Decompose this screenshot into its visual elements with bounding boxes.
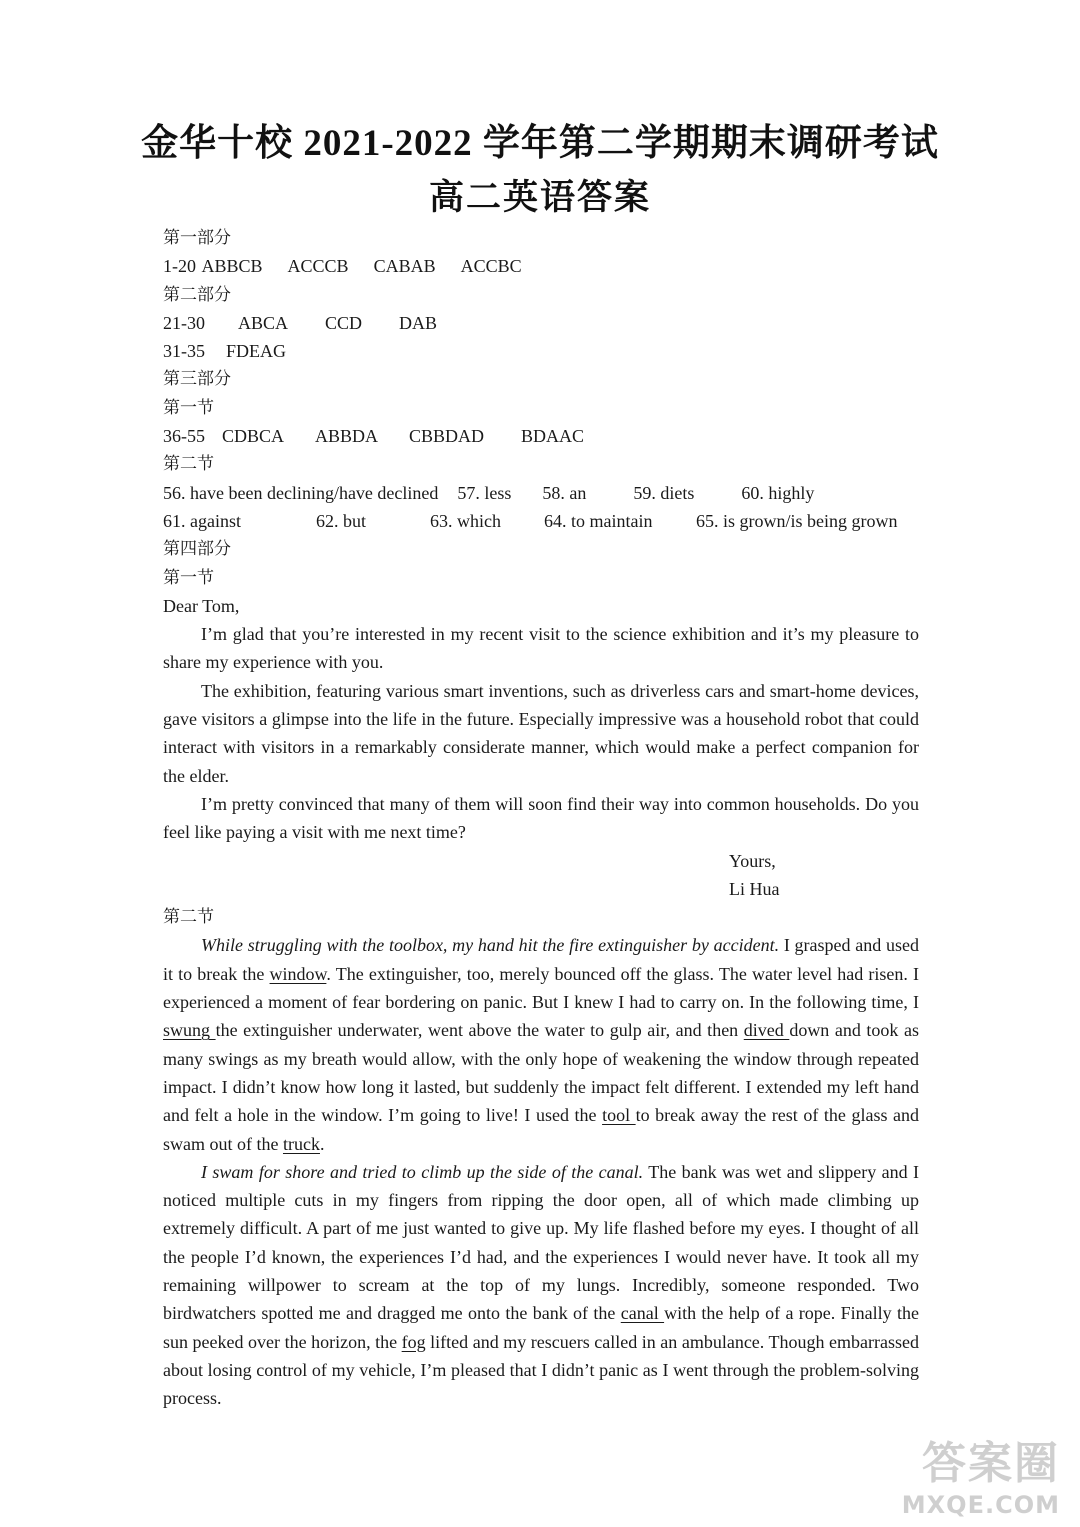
answer-group: ACCBC (460, 256, 522, 277)
answer-group: CCD (325, 312, 363, 333)
paragraph-text: with the help of a rope. Finally the sun peeked over the horizon, the (163, 1303, 919, 1352)
paragraph-text: to break away the rest of the glass and swam out of the (163, 1105, 919, 1154)
paragraph-text: I grasped and used it to break the (163, 935, 919, 984)
answer-group: DAB (399, 312, 438, 333)
part2-answers-row1 (163, 309, 919, 337)
answer-group: CABAB (373, 256, 436, 277)
answer-group: CBBDAD (409, 426, 485, 447)
answer-group: ACCCB (287, 256, 349, 277)
answer-range: 31-35 (163, 341, 205, 362)
paragraph-text: . The extinguisher, too, merely bounced off the glass. The water level had risen. I experienced a moment of fear bordering on panic. But I knew I had to carry on. In the following time, I (163, 963, 919, 1013)
part4-section2-heading: 第二节 (163, 907, 214, 927)
letter-paragraph-2: The exhibition, featuring various smart inventions, such as driverless cars and smart-home devices, gave visitors a glimpse into the life in the future. Especially impressive was a household robot that could interact with visitors in a remarkably considerate manner, which would make a perfect companion for the elder. (163, 680, 919, 786)
paragraph-text: down and took as many swings as my breath would allow, with the only hope of weakening the window through repeated impact. I didn’t know how long it lasted, but suddenly the impact felt different. I extended my left hand and felt a hole in the window. I’m going to live! I used the (163, 1020, 919, 1126)
answer-item: 61. against (163, 510, 241, 531)
answer-item: 62. but (316, 510, 367, 531)
answer-group: BDAAC (521, 426, 585, 447)
answer-content (163, 224, 919, 1412)
answer-group: ABBCB (201, 256, 263, 277)
underlined-word: fog (401, 1331, 426, 1352)
paragraph-lead-sentence: While struggling with the toolbox, my hand hit the fire extinguisher by accident. (201, 935, 780, 956)
page-subtitle: 高二英语答案 (428, 178, 651, 217)
answer-range: 36-55 (163, 426, 205, 447)
part3-section2-answers-row2 (163, 507, 919, 535)
answer-item: 58. an (542, 482, 587, 503)
continuation-paragraph-2 (163, 1158, 919, 1413)
underlined-word: canal (620, 1303, 665, 1324)
underlined-word: tool (602, 1105, 636, 1126)
underlined-word: window (269, 963, 327, 984)
letter-signature: Li Hua (729, 878, 780, 899)
answer-item: 64. to maintain (544, 510, 653, 531)
answer-group: FDEAG (226, 341, 287, 362)
answer-range: 21-30 (163, 312, 205, 333)
letter-closing: Yours, (729, 850, 776, 871)
paragraph-text: lifted and my rescuers called in an ambulance. Though embarrassed about losing control of my vehicle, I’m pleased that I didn’t panic as I went through the problem-solving process. (163, 1331, 919, 1409)
part3-section1-heading: 第一节 (163, 397, 214, 417)
answer-range: 1-20 (163, 256, 196, 277)
watermark-logo: 答案圈 (922, 1438, 1060, 1489)
answer-group: ABBDA (315, 426, 379, 447)
underlined-word: truck (282, 1133, 320, 1154)
answer-group: ABCA (238, 312, 289, 333)
letter-greeting: Dear Tom, (163, 595, 240, 616)
answer-group: CDBCA (222, 426, 285, 447)
answer-item: 63. which (430, 510, 501, 531)
part4-section1-heading: 第一节 (163, 567, 214, 587)
answer-item: 60. highly (741, 482, 815, 503)
continuation-paragraph-1 (163, 931, 919, 1157)
underlined-word: dived (743, 1020, 790, 1041)
underlined-word: swung (163, 1020, 216, 1041)
part3-section2-answers-row1 (163, 479, 919, 507)
letter-paragraph-1: I’m glad that you’re interested in my recent visit to the science exhibition and it’s my pleasure to share my experience with you. (163, 624, 919, 673)
letter-paragraph-3: I’m pretty convinced that many of them will soon find their way into common households. Do you feel like paying a visit with me next time? (163, 793, 919, 843)
paragraph-text: the extinguisher underwater, went above the water to gulp air, and then (215, 1020, 744, 1041)
part2-heading: 第二部分 (163, 284, 231, 304)
answer-item: 57. less (457, 482, 512, 503)
part3-section2-heading: 第二节 (163, 454, 214, 474)
answer-item: 65. is grown/is being grown (696, 510, 898, 531)
part1-answers (163, 252, 919, 280)
watermark (902, 1427, 1060, 1519)
part3-heading: 第三部分 (163, 369, 231, 389)
answer-item: 59. diets (633, 482, 695, 503)
part4-heading: 第四部分 (163, 539, 231, 559)
watermark-url: MXQE.COM (901, 1491, 1060, 1519)
paragraph-text: . (319, 1133, 325, 1154)
paragraph-lead-sentence: I swam for shore and tried to climb up the side of the canal. (201, 1161, 644, 1182)
part3-section1-answers (163, 422, 919, 450)
paragraph-text: The bank was wet and slippery and I noticed multiple cuts in my fingers from ripping the door open, all of which made climbing up extremely difficult. A part of me just wanted to give up. My life flashed before my eyes. I thought of all the people I’d known, the experiences I’d had, and the experiences I would never have. It took all my remaining willpower to scream at the top of my lungs. Incredibly, someone responded. Two birdwatchers spotted me and dragged me onto the bank of the (163, 1161, 919, 1324)
answer-item: 56. have been declining/have declined (163, 482, 439, 503)
part1-heading: 第一部分 (163, 228, 231, 247)
page-title: 金华十校 2021-2022 学年第二学期期末调研考试 (141, 123, 939, 164)
part2-answers-row2 (163, 337, 919, 365)
